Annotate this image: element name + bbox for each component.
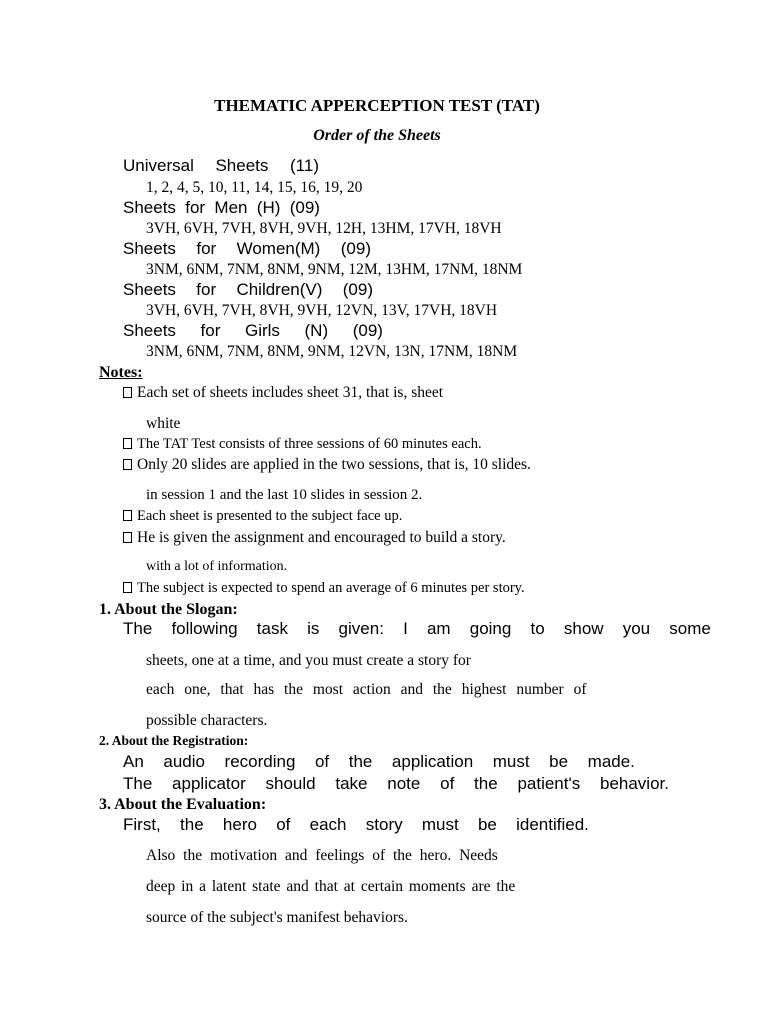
sheet-group-men-list: 3VH, 6VH, 7VH, 8VH, 9VH, 12H, 13HM, 17VH, 18VH [146, 220, 502, 237]
checkbox-icon [123, 510, 132, 521]
slogan-line: possible characters. [146, 712, 268, 729]
word: The [123, 619, 153, 638]
note-item [123, 581, 525, 596]
word: made. [587, 752, 635, 771]
sheet-group-universal-heading [123, 157, 319, 174]
slogan-line [146, 682, 620, 698]
checkbox-icon [123, 438, 132, 449]
note-continuation: in session 1 and the last 10 slides in session 2. [146, 487, 423, 503]
checkbox-icon [123, 459, 132, 470]
word: some [669, 619, 711, 638]
registration-line-1 [123, 753, 635, 770]
word: be [477, 815, 497, 834]
word: Sheets [215, 156, 269, 175]
word: audio [163, 752, 205, 771]
word: for [196, 280, 217, 299]
word: for [200, 321, 221, 340]
note-continuation: with a lot of information. [146, 559, 288, 574]
word: (09) [289, 198, 320, 217]
note-text: Each sheet is presented to the subject face up. [137, 508, 403, 524]
note-text: Only 20 slides are applied in the two sessions, that is, 10 slides. [137, 456, 531, 473]
slogan-text: each one, that has the most action and the highest number of [146, 681, 587, 698]
word: Men [214, 198, 248, 217]
word: the [180, 815, 204, 834]
word: The [123, 774, 153, 793]
word: patient's [517, 774, 581, 793]
word: Women(M) [236, 239, 321, 258]
note-item [123, 385, 443, 401]
word: for [185, 198, 206, 217]
word: of [440, 774, 455, 793]
sheet-group-women-list: 3NM, 6NM, 7NM, 8NM, 9NM, 12M, 13HM, 17NM, 18NM [146, 261, 523, 278]
word: must [421, 815, 459, 834]
word: the [348, 752, 373, 771]
word: (N) [304, 321, 329, 340]
slogan-line: sheets, one at a time, and you must create a story for [146, 652, 471, 669]
word: to [530, 619, 545, 638]
note-continuation: white [146, 415, 181, 432]
evaluation-line: source of the subject's manifest behaviors. [146, 909, 408, 926]
word: task [256, 619, 288, 638]
checkbox-icon [123, 387, 132, 398]
word: is [307, 619, 320, 638]
word: (09) [340, 239, 371, 258]
sheet-group-universal-list: 1, 2, 4, 5, 10, 11, 14, 15, 16, 19, 20 [146, 179, 363, 196]
word: of [314, 752, 330, 771]
evaluation-heading: 3. About the Evaluation: [99, 796, 267, 813]
word: take [335, 774, 368, 793]
word: (09) [352, 321, 383, 340]
word: hero [222, 815, 257, 834]
word: be [549, 752, 569, 771]
word: behavior. [599, 774, 669, 793]
word: identified. [516, 815, 589, 834]
notes-heading: Notes: [99, 364, 143, 381]
word: for [196, 239, 217, 258]
word: note [387, 774, 421, 793]
note-item [123, 530, 506, 546]
slogan-heading: 1. About the Slogan: [99, 601, 238, 618]
note-text: Each set of sheets includes sheet 31, that is, sheet [137, 384, 444, 401]
checkbox-icon [123, 582, 132, 593]
word: Sheets [123, 198, 176, 217]
word: must [492, 752, 530, 771]
note-item [123, 437, 482, 452]
word: Sheets [123, 239, 176, 258]
word: Sheets [123, 321, 176, 340]
sheet-group-girls-list: 3NM, 6NM, 7NM, 8NM, 9NM, 12VN, 13N, 17NM, 18NM [146, 343, 518, 360]
word: applicator [172, 774, 246, 793]
note-item [123, 457, 531, 473]
word: following [171, 619, 238, 638]
evaluation-line: Also the motivation and feelings of the hero. Needs [146, 847, 498, 864]
checkbox-icon [123, 532, 132, 543]
note-text: The subject is expected to spend an average of 6 minutes per story. [137, 580, 525, 596]
document-title: THEMATIC APPERCEPTION TEST (TAT) [214, 96, 540, 115]
note-text: The TAT Test consists of three sessions of 60 minutes each. [137, 436, 482, 452]
note-text: He is given the assignment and encouraged to build a story. [137, 529, 506, 546]
word: Girls [244, 321, 280, 340]
word: Universal [123, 156, 194, 175]
registration-heading: 2. About the Registration: [99, 733, 249, 748]
registration-line-2 [123, 775, 669, 792]
word: story [365, 815, 403, 834]
word: recording [224, 752, 296, 771]
note-item [123, 509, 402, 524]
word: given: [338, 619, 384, 638]
slogan-first-line [123, 620, 711, 637]
word: application [391, 752, 474, 771]
document-subtitle: Order of the Sheets [313, 127, 441, 144]
sheet-group-girls-heading [123, 322, 383, 339]
word: the [474, 774, 498, 793]
word: show [563, 619, 604, 638]
evaluation-line: deep in a latent state and that at certain moments are the [146, 878, 516, 895]
word: (11) [290, 156, 319, 175]
word: I [403, 619, 408, 638]
sheet-group-children-heading [123, 281, 373, 298]
word: (09) [342, 280, 373, 299]
word: An [123, 752, 144, 771]
sheet-group-men-heading [123, 199, 320, 216]
word: of [276, 815, 291, 834]
word: you [622, 619, 651, 638]
word: should [265, 774, 316, 793]
sheet-group-women-heading [123, 240, 371, 257]
evaluation-first-line [123, 816, 589, 833]
word: Sheets [123, 280, 176, 299]
word: each [309, 815, 347, 834]
word: Children(V) [236, 280, 323, 299]
sheet-group-children-list: 3VH, 6VH, 7VH, 8VH, 9VH, 12VN, 13V, 17VH, 18VH [146, 302, 498, 319]
word: am [426, 619, 451, 638]
word: (H) [256, 198, 281, 217]
word: First, [123, 815, 161, 834]
word: going [469, 619, 512, 638]
